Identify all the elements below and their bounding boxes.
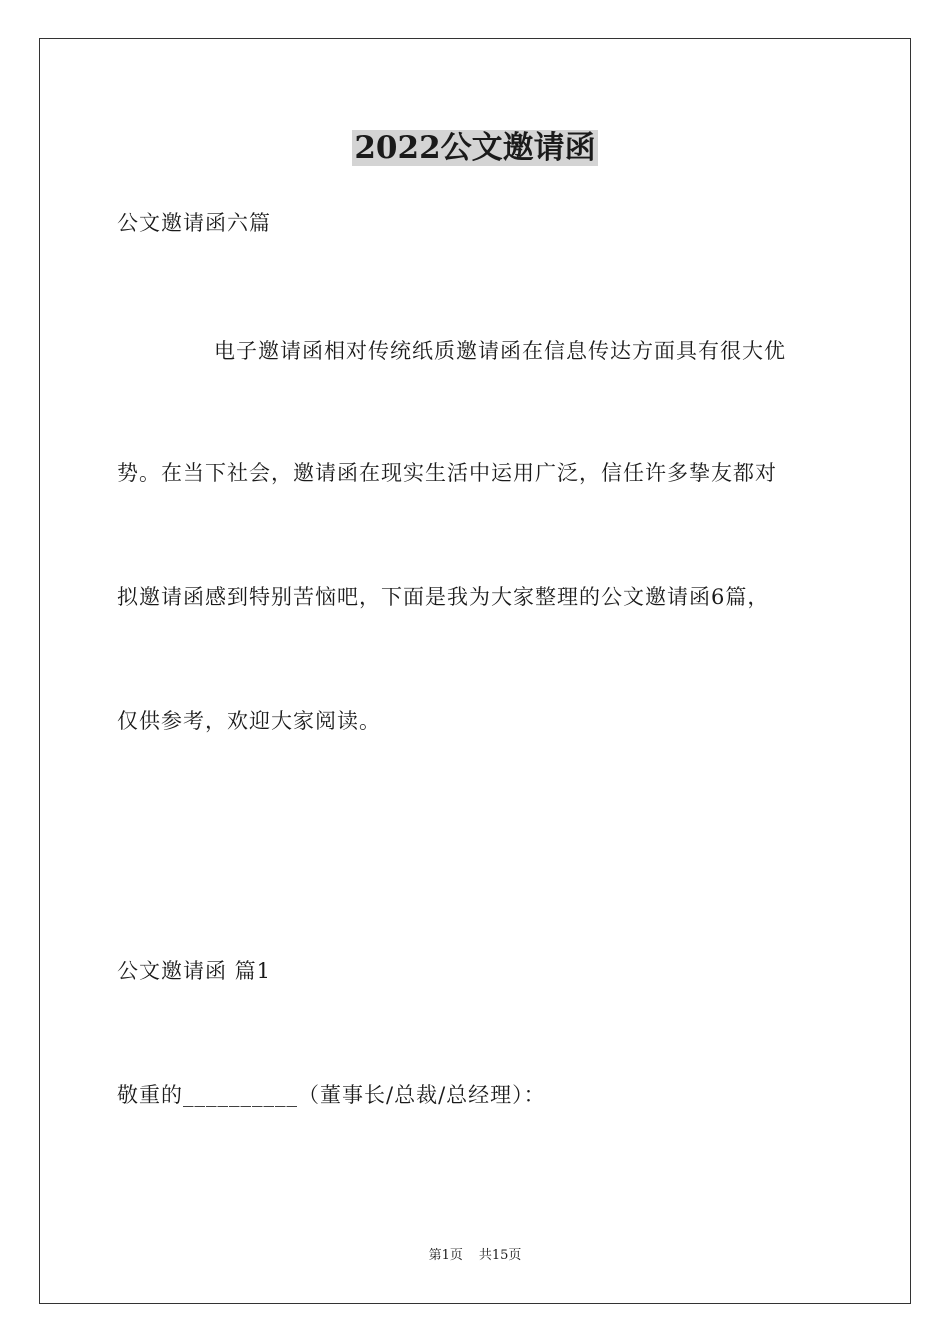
salutation: 敬重的__________（董事长/总裁/总经理）： xyxy=(117,1083,546,1107)
page-number: 第1页 xyxy=(428,1248,463,1263)
document-title-text: 2022公文邀请函 xyxy=(354,130,596,166)
document-subtitle: 公文邀请函六篇 xyxy=(117,211,271,235)
paragraph-line-1: 电子邀请函相对传统纸质邀请函在信息传达方面具有很大优 xyxy=(214,339,786,363)
paragraph-line-3: 拟邀请函感到特别苦恼吧，下面是我为大家整理的公文邀请函6篇， xyxy=(117,585,770,609)
paragraph-line-4: 仅供参考，欢迎大家阅读。 xyxy=(117,709,381,733)
paragraph-line-2: 势。在当下社会，邀请函在现实生活中运用广泛，信任许多挚友都对 xyxy=(117,461,777,485)
page-total: 共15页 xyxy=(478,1248,522,1263)
page-footer xyxy=(0,1247,950,1265)
section-heading: 公文邀请函 篇1 xyxy=(117,959,272,983)
document-title xyxy=(0,128,950,168)
